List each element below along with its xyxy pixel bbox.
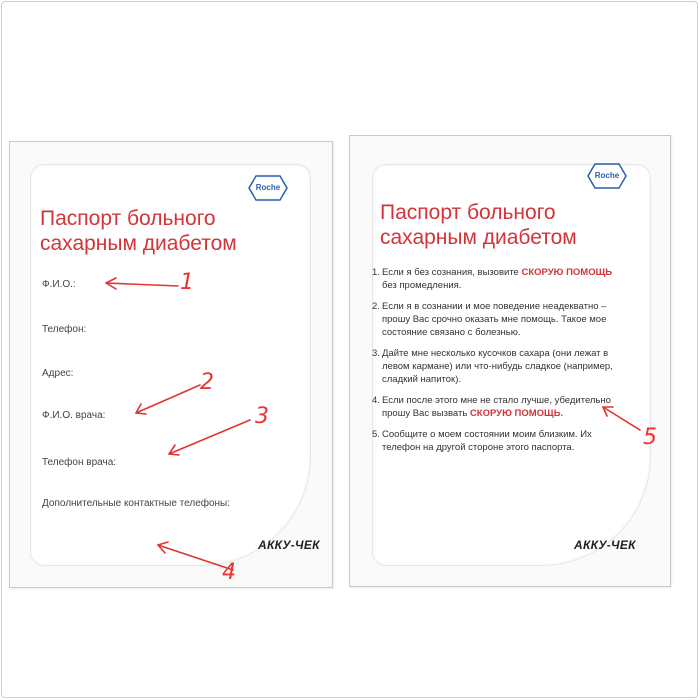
- item-number: 2.: [372, 301, 380, 312]
- item-number: 3.: [372, 348, 380, 359]
- instruction-item: [372, 266, 622, 292]
- instruction-item: [372, 347, 622, 386]
- annotation-number: 5: [643, 425, 657, 450]
- card-title: [380, 200, 650, 250]
- annotation-number: 3: [255, 404, 269, 429]
- item-text: Сообщите о моем состоянии моим близким. Их телефон на другой стороне этого паспорта.: [382, 429, 592, 453]
- item-number: 4.: [372, 395, 380, 406]
- roche-logo-text: Roche: [255, 183, 281, 192]
- item-highlight: СКОРУЮ ПОМОЩЬ: [521, 267, 613, 278]
- item-text: Если я в сознании и мое поведение неадекватно – прошу Вас срочно оказать мне помощь. Такое мое состояние связано с болезнью.: [382, 301, 607, 338]
- item-text-tail: без промедления.: [382, 280, 462, 291]
- item-number: 5.: [372, 429, 380, 440]
- instruction-item: [372, 394, 622, 420]
- roche-logo: [587, 163, 627, 189]
- instruction-item: [372, 428, 622, 454]
- field-extra-phones: Дополнительные контактные телефоны:: [42, 498, 231, 509]
- item-number: 1.: [372, 267, 380, 278]
- passport-card-back: [349, 135, 671, 587]
- title-line-2: сахарным диабетом: [380, 226, 577, 249]
- accu-chek-logo: АККУ-ЧЕК: [574, 538, 636, 552]
- title-line-1: Паспорт больного: [40, 207, 216, 230]
- item-text: Если я без сознания, вызовите: [382, 267, 519, 278]
- field-address: Адрес:: [42, 368, 74, 379]
- annotation-number: 4: [222, 560, 236, 585]
- roche-logo-text: Roche: [594, 171, 620, 180]
- field-doctor-phone: Телефон врача:: [42, 457, 117, 468]
- annotation-number: 1: [180, 270, 194, 295]
- item-text: Дайте мне несколько кусочков сахара (они лежат в левом кармане) или что-нибудь сладкое (например, сладкий напиток).: [382, 348, 613, 385]
- field-doctor-fio: Ф.И.О. врача:: [42, 410, 106, 421]
- field-phone: Телефон:: [42, 324, 87, 335]
- accu-chek-logo: АККУ-ЧЕК: [258, 538, 320, 552]
- roche-logo: [248, 175, 288, 201]
- card-title: [40, 206, 310, 256]
- instructions-list: [372, 266, 622, 462]
- passport-card-front: [9, 141, 333, 588]
- title-line-1: Паспорт больного: [380, 201, 556, 224]
- annotation-number: 2: [200, 370, 214, 395]
- instruction-item: [372, 300, 622, 339]
- field-fio: Ф.И.О.:: [42, 279, 76, 290]
- item-text: Если после этого мне не стало лучше, убедительно прошу Вас вызвать: [382, 395, 611, 419]
- title-line-2: сахарным диабетом: [40, 232, 237, 255]
- item-highlight: СКОРУЮ ПОМОЩЬ.: [469, 408, 564, 419]
